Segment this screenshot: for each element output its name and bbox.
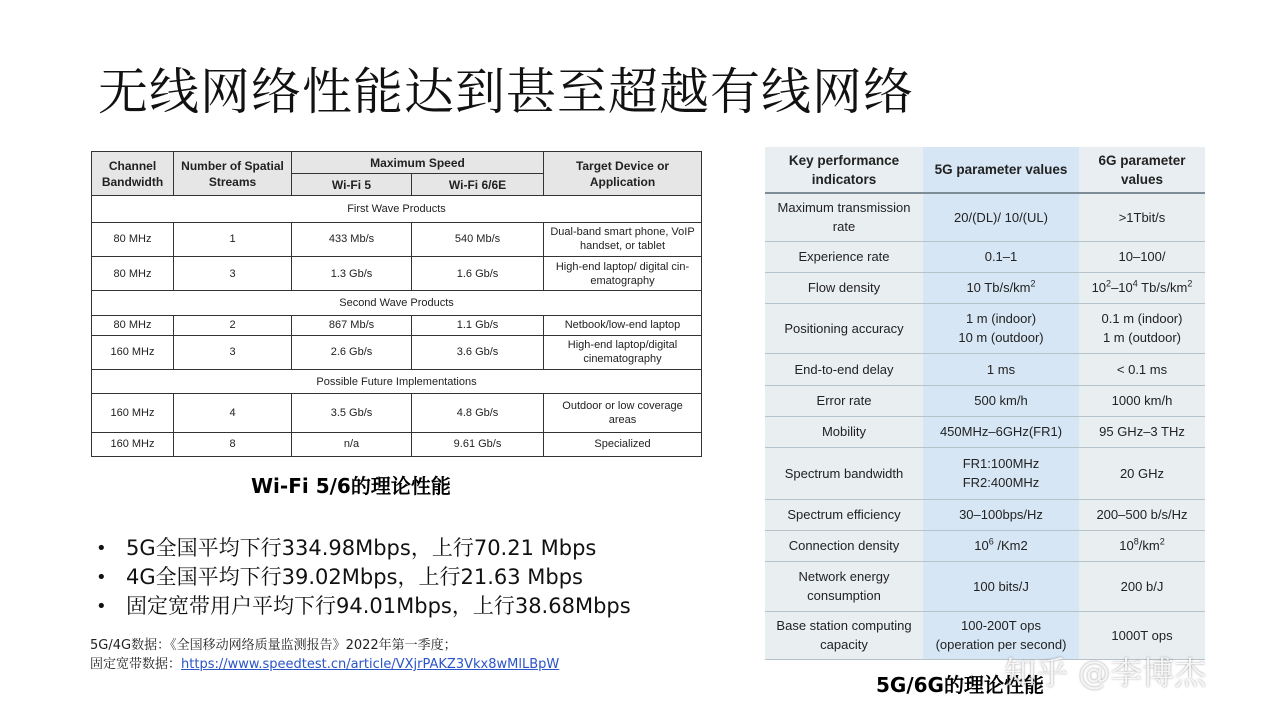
zhihu-watermark: 知乎 @李博杰 <box>1004 654 1207 692</box>
cell-device: Specialized <box>544 432 702 456</box>
cell-5g: 20/(DL)/ 10/(UL) <box>923 193 1079 241</box>
header-spatial-streams: Number of Spatial Streams <box>174 152 292 196</box>
bullet-symbol: • <box>96 596 107 617</box>
cell-device: Outdoor or low coverage areas <box>544 394 702 432</box>
header-5g: 5G parameter values <box>923 147 1079 193</box>
table-row <box>92 222 702 256</box>
header-wifi6: Wi-Fi 6/6E <box>412 174 544 196</box>
table-row <box>765 530 1205 561</box>
bullet-list <box>94 534 631 621</box>
table-row <box>765 353 1205 385</box>
header-kpi: Key performance indicators <box>765 147 923 193</box>
cell-6g: < 0.1 ms <box>1079 353 1205 385</box>
section-label: Second Wave Products <box>92 291 702 315</box>
table-row <box>765 241 1205 272</box>
cell-streams: 2 <box>174 315 292 335</box>
cell-6g: 200 b/J <box>1079 561 1205 611</box>
cell-5g: FR1:100MHz FR2:400MHz <box>923 447 1079 499</box>
table-row <box>765 193 1205 241</box>
speedtest-link[interactable]: https://www.speedtest.cn/article/VXjrPAKZ3Vkx8wMlLBpW <box>181 657 560 672</box>
cell-bandwidth: 160 MHz <box>92 394 174 432</box>
header-target-device: Target Device or Application <box>544 152 702 196</box>
table-row <box>765 447 1205 499</box>
table-row <box>765 416 1205 447</box>
cell-wifi5: 867 Mb/s <box>292 315 412 335</box>
list-item <box>94 592 631 621</box>
table-row <box>765 303 1205 353</box>
cell-6g: 10–100/ <box>1079 241 1205 272</box>
header-channel-bandwidth: Channel Bandwidth <box>92 152 174 196</box>
cell-5g: 30–100bps/Hz <box>923 499 1079 530</box>
source-line-1: 5G/4G数据：《全国移动网络质量监测报告》2022年第一季度； <box>90 638 457 653</box>
table-row <box>92 432 702 456</box>
cell-device: High-end laptop/ digital cin-ematography <box>544 256 702 290</box>
cell-streams: 3 <box>174 335 292 369</box>
cell-6g: 1000T ops <box>1079 611 1205 659</box>
table-row <box>92 315 702 335</box>
cell-kpi: Base station computing capacity <box>765 611 923 659</box>
page-title: 无线网络性能达到甚至超越有线网络 <box>98 63 914 121</box>
list-item <box>94 563 631 592</box>
cell-5g: 450MHz–6GHz(FR1) <box>923 416 1079 447</box>
cell-kpi: Maximum transmission rate <box>765 193 923 241</box>
cell-wifi5: 433 Mb/s <box>292 222 412 256</box>
bullet-symbol: • <box>96 538 107 559</box>
cell-bandwidth: 80 MHz <box>92 315 174 335</box>
cell-5g: 10 $Tb/s/km^2$ <box>923 272 1079 303</box>
table-row <box>765 385 1205 416</box>
cell-6g: >1Tbit/s <box>1079 193 1205 241</box>
bullet-text: 5G全国平均下行334.98Mbps，上行70.21 Mbps <box>126 536 597 560</box>
source-prefix: 固定宽带数据： <box>90 657 182 672</box>
header-max-speed: Maximum Speed <box>292 152 544 174</box>
cell-5g: $10^6$ /Km2 <box>923 530 1079 561</box>
cell-5g: 1 m (indoor) 10 m (outdoor) <box>923 303 1079 353</box>
cell-device: High-end laptop/digital cinematography <box>544 335 702 369</box>
cell-wifi6: 540 Mb/s <box>412 222 544 256</box>
cell-wifi6: 1.6 Gb/s <box>412 256 544 290</box>
source-line-2 <box>90 655 559 674</box>
cell-6g: 1000 km/h <box>1079 385 1205 416</box>
cell-wifi5: 3.5 Gb/s <box>292 394 412 432</box>
cell-kpi: Mobility <box>765 416 923 447</box>
wifi-performance-table <box>91 151 702 457</box>
cell-6g: $10^2-10^4$ $Tb/s/km^2$ <box>1079 272 1205 303</box>
table-row <box>92 335 702 369</box>
cell-wifi6: 3.6 Gb/s <box>412 335 544 369</box>
table-row <box>92 394 702 432</box>
cell-wifi5: 2.6 Gb/s <box>292 335 412 369</box>
5g-6g-table-caption: 5G/6G的理论性能 <box>876 673 1044 697</box>
cell-6g: 95 GHz–3 THz <box>1079 416 1205 447</box>
table-row <box>92 256 702 290</box>
cell-kpi: Positioning accuracy <box>765 303 923 353</box>
cell-kpi: Experience rate <box>765 241 923 272</box>
cell-kpi: Spectrum efficiency <box>765 499 923 530</box>
bullet-text: 4G全国平均下行39.02Mbps，上行21.63 Mbps <box>126 565 583 589</box>
cell-streams: 4 <box>174 394 292 432</box>
cell-kpi: Network energy consumption <box>765 561 923 611</box>
cell-wifi6: 1.1 Gb/s <box>412 315 544 335</box>
cell-kpi: End-to-end delay <box>765 353 923 385</box>
cell-bandwidth: 80 MHz <box>92 256 174 290</box>
cell-5g: 100-200T ops (operation per second) <box>923 611 1079 659</box>
cell-device: Netbook/low-end laptop <box>544 315 702 335</box>
cell-streams: 3 <box>174 256 292 290</box>
table-row <box>765 499 1205 530</box>
section-label: Possible Future Implementations <box>92 370 702 394</box>
header-wifi5: Wi-Fi 5 <box>292 174 412 196</box>
cell-6g: $10^8/km^2$ <box>1079 530 1205 561</box>
cell-6g: 0.1 m (indoor) 1 m (outdoor) <box>1079 303 1205 353</box>
cell-kpi: Spectrum bandwidth <box>765 447 923 499</box>
cell-6g: 200–500 b/s/Hz <box>1079 499 1205 530</box>
source-note <box>90 636 559 674</box>
cell-wifi5: n/a <box>292 432 412 456</box>
cell-wifi6: 9.61 Gb/s <box>412 432 544 456</box>
cell-kpi: Connection density <box>765 530 923 561</box>
cell-5g: 100 bits/J <box>923 561 1079 611</box>
list-item <box>94 534 631 563</box>
table-row <box>765 272 1205 303</box>
cell-wifi6: 4.8 Gb/s <box>412 394 544 432</box>
5g-6g-parameter-table <box>765 147 1205 660</box>
wifi-table-caption: Wi-Fi 5/6的理论性能 <box>251 474 451 498</box>
cell-bandwidth: 80 MHz <box>92 222 174 256</box>
cell-5g: 500 km/h <box>923 385 1079 416</box>
cell-streams: 1 <box>174 222 292 256</box>
cell-5g: 1 ms <box>923 353 1079 385</box>
bullet-symbol: • <box>96 567 107 588</box>
cell-bandwidth: 160 MHz <box>92 432 174 456</box>
cell-device: Dual-band smart phone, VoIP handset, or tablet <box>544 222 702 256</box>
cell-5g: 0.1–1 <box>923 241 1079 272</box>
table-row <box>765 561 1205 611</box>
cell-6g: 20 GHz <box>1079 447 1205 499</box>
header-6g: 6G parameter values <box>1079 147 1205 193</box>
section-label: First Wave Products <box>92 196 702 222</box>
cell-streams: 8 <box>174 432 292 456</box>
cell-kpi: Error rate <box>765 385 923 416</box>
cell-wifi5: 1.3 Gb/s <box>292 256 412 290</box>
bullet-text: 固定宽带用户平均下行94.01Mbps，上行38.68Mbps <box>126 594 631 618</box>
cell-bandwidth: 160 MHz <box>92 335 174 369</box>
cell-kpi: Flow density <box>765 272 923 303</box>
